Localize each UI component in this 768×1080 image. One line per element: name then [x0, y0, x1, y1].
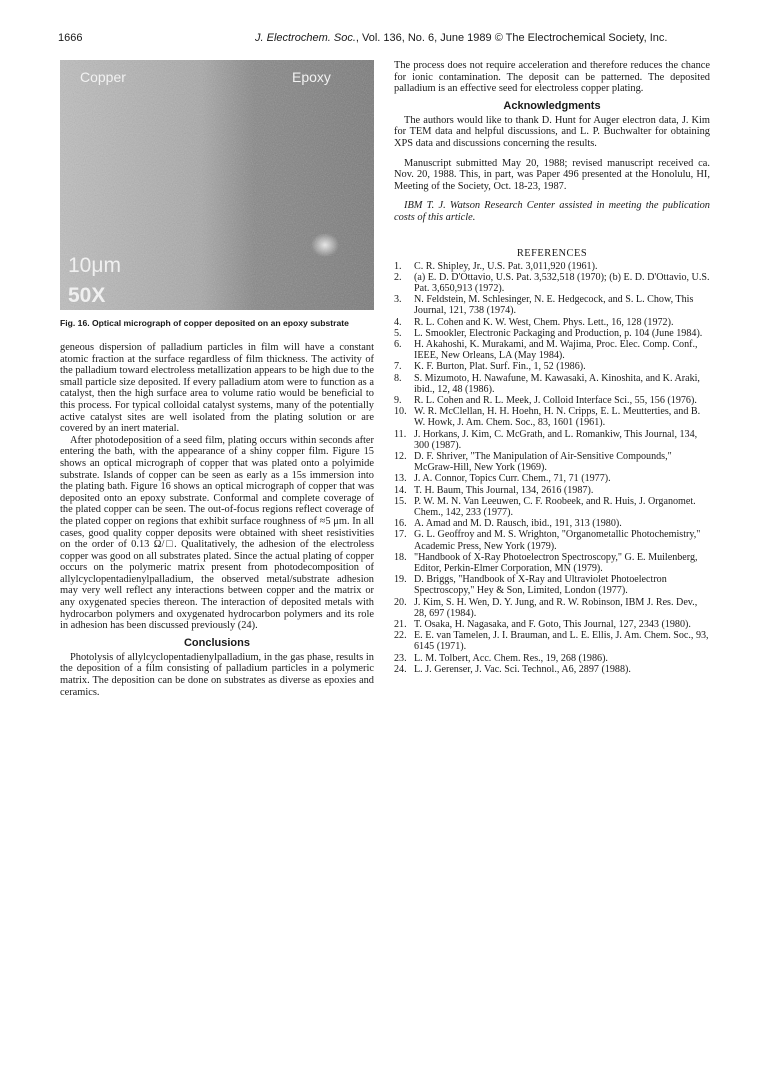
reference-item [394, 429, 710, 451]
manuscript-note: Manuscript submitted May 20, 1988; revised manuscript received ca. Nov. 20, 1988. This, in part, was Paper 496 presented at the Honolulu, HI, Meeting of the Society, Oct. 18-23, 1987. [394, 157, 710, 192]
reference-text: D. F. Shriver, "The Manipulation of Air-Sensitive Compounds," McGraw-Hill, New York (1969). [414, 450, 672, 474]
reference-text: G. L. Geoffroy and M. S. Wrighton, "Organometallic Photochemistry," Academic Press, New York (1979). [414, 529, 701, 552]
reference-number: 7. [394, 361, 402, 373]
reference-number: 14. [394, 484, 407, 496]
acknowledgments-paragraph: The authors would like to thank D. Hunt for Auger electron data, J. Kim for TEM data and helpful discussions, and L. P. Buchwalter for obtaining XPS data and discussions concerning the results. [394, 114, 710, 149]
reference-number: 16. [394, 518, 407, 530]
reference-text: P. W. M. N. Van Leeuwen, C. F. Roobeek, and R. Huis, J. Organomet. Chem., 142, 233 (1977). [414, 495, 696, 518]
reference-number: 23. [394, 652, 407, 664]
reference-item [394, 630, 710, 652]
reference-number: 5. [394, 327, 402, 339]
reference-number: 13. [394, 473, 407, 485]
publication-costs-note: IBM T. J. Watson Research Center assisted in meeting the publication costs of this article. [394, 200, 710, 223]
reference-item [394, 552, 710, 574]
reference-number: 21. [394, 619, 407, 631]
reference-item [394, 473, 710, 484]
reference-number: 10. [394, 406, 407, 418]
reference-item [394, 529, 710, 551]
acknowledgments-heading: Acknowledgments [503, 99, 601, 112]
reference-text: H. Akahoshi, K. Murakami, and M. Wajima, Proc. Elec. Comp. Conf., IEEE, New Orleans, LA (May 1984). [414, 338, 698, 362]
reference-text: N. Feldstein, M. Schlesinger, N. E. Hedgecock, and S. L. Chow, This Journal, 121, 738 (1974). [414, 294, 694, 317]
references-heading: REFERENCES [516, 247, 588, 259]
reference-number: 18. [394, 551, 407, 563]
reference-text: E. E. van Tamelen, J. I. Brauman, and L. E. Ellis, J. Am. Chem. Soc., 93, 6145 (1971). [414, 630, 709, 653]
figure-16-micrograph [60, 60, 374, 310]
reference-item [394, 317, 710, 328]
reference-item [394, 406, 710, 428]
reference-item [394, 261, 710, 272]
conclusions-paragraph: Photolysis of allylcyclopentadienylpalladium, in the gas phase, results in the deposition of a film consisting of palladium particles in a polymeric matrix. The deposition can be done on substrates as diverse as epoxies and ceramics. [60, 651, 374, 698]
reference-item [394, 664, 710, 675]
conclusions-heading: Conclusions [183, 636, 250, 649]
reference-text: T. Osaka, H. Nagasaka, and F. Goto, This Journal, 127, 2343 (1980). [414, 619, 691, 631]
reference-item [394, 328, 710, 339]
reference-text: C. R. Shipley, Jr., U.S. Pat. 3,011,920 (1961). [414, 260, 598, 272]
body-paragraph: geneous dispersion of palladium particles in film will have a constant atomic fraction at the surface regardless of film thickness. The activity of the palladium toward electroless metallization appears to be high due to the small particle size deposited. If every palladium atom were to function as a catalyst, then the high surface area to volume ratio would be beneficial to this process. For typical colloidal catalyst systems, many of the potentially active catalyst sites are well isolated from the plating solution or are covered by an inert material. [60, 342, 374, 435]
reference-number: 22. [394, 630, 407, 642]
reference-text: J. Horkans, J. Kim, C. McGrath, and L. Romankiw, This Journal, 134, 300 (1987). [414, 428, 698, 451]
copper-label: Copper [80, 69, 126, 85]
figure-caption: Fig. 16. Optical micrograph of copper deposited on an epoxy substrate [60, 318, 349, 328]
reference-text: T. H. Baum, This Journal, 134, 2616 (1987). [414, 484, 594, 496]
reference-text: L. Smookler, Electronic Packaging and Production, p. 104 (June 1984). [414, 327, 703, 339]
reference-text: R. L. Cohen and K. W. West, Chem. Phys. Lett., 16, 128 (1972). [414, 316, 674, 328]
reference-item [394, 597, 710, 619]
reference-number: 19. [394, 574, 407, 586]
reference-number: 3. [394, 294, 402, 306]
body-paragraph: The process does not require acceleration and therefore reduces the chance for ionic contamination. The deposit can be patterned. The deposited palladium is an effective seed for electroless copper plating. [394, 60, 710, 95]
body-paragraph: After photodeposition of a seed film, plating occurs within seconds after entering the bath, with the appearance of a shiny copper film. Figure 15 shows an optical micrograph of copper that was plated onto a polyimide substrate. Islands of copper can be seen as early as a 15s immersion into the plating bath. Figure 16 shows an optical micrograph of copper that was deposited onto an epoxy substrate. Conformal and complete coverage of the plated copper can be seen. The out-of-focus regions reflect coverage of the plated copper on regions that exhibit surface roughness of ≈5 μm. In all cases, good quality copper deposits were obtained with sheet resistivities on the order of 0.13 Ω/□. Qualitatively, the adhesion of the electroless copper was good on all substrates plated. Since the actual plating of copper occurs on the polymeric matrix present from photodecomposition of allylcyclopentadienylpalladium, the observed metal/substrate adhesion may very well reflect any interactions between copper and the matrix or any oxygenated species thereon. The interaction of deposited metals with hydrocarbon polymers and oxygenated hydrocarbon polymers and its role in adhesion has been discussed previously (24). [60, 434, 374, 632]
reference-text: R. L. Cohen and R. L. Meek, J. Colloid Interface Sci., 55, 156 (1976). [414, 394, 697, 406]
reference-text: D. Briggs, "Handbook of X-Ray and Ultraviolet Photoelectron Spectroscopy," Hey & Son, Limited, London (1977). [414, 574, 667, 597]
reference-text: K. F. Burton, Plat. Surf. Fin., 1, 52 (1986). [414, 361, 586, 373]
right-column [394, 60, 710, 675]
references-list [394, 261, 710, 676]
reference-number: 4. [394, 316, 402, 328]
reference-number: 8. [394, 372, 402, 384]
reference-item [394, 294, 710, 316]
left-column [60, 60, 374, 698]
page-number: 1666 [58, 32, 83, 44]
reference-number: 6. [394, 338, 402, 350]
reference-text: (a) E. D. D'Ottavio, U.S. Pat. 3,532,518 (1970); (b) E. D. D'Ottavio, U.S. Pat. 3,650,913 (1972). [414, 271, 710, 294]
reference-item [394, 619, 710, 630]
reference-item [394, 653, 710, 664]
reference-number: 9. [394, 394, 402, 406]
reference-number: 20. [394, 596, 407, 608]
reference-item [394, 485, 710, 496]
reference-item [394, 574, 710, 596]
reference-text: "Handbook of X-Ray Photoelectron Spectroscopy," G. E. Muilenberg, Editor, Perkin-Elmer Corporation, MN (1979). [414, 551, 698, 575]
reference-number: 1. [394, 260, 402, 272]
reference-number: 24. [394, 663, 407, 675]
micrograph-image [60, 60, 374, 310]
scale-label: 10μm [68, 254, 121, 277]
magnification-label: 50X [68, 284, 106, 307]
reference-text: L. J. Gerenser, J. Vac. Sci. Technol., A6, 2897 (1988). [414, 663, 631, 675]
reference-item [394, 395, 710, 406]
reference-item [394, 339, 710, 361]
reference-text: S. Mizumoto, H. Nawafune, M. Kawasaki, A. Kinoshita, and K. Araki, ibid., 12, 48 (1986). [414, 372, 700, 395]
reference-text: A. Amad and M. D. Rausch, ibid., 191, 313 (1980). [414, 518, 622, 530]
reference-number: 11. [394, 428, 407, 440]
reference-item [394, 518, 710, 529]
reference-item [394, 361, 710, 372]
reference-number: 2. [394, 271, 402, 283]
reference-number: 15. [394, 495, 407, 507]
journal-name: J. Electrochem. Soc. [255, 32, 356, 44]
reference-text: J. Kim, S. H. Wen, D. Y. Jung, and R. W. Robinson, IBM J. Res. Dev., 28, 697 (1984). [414, 596, 698, 619]
reference-item [394, 451, 710, 473]
reference-item [394, 373, 710, 395]
reference-text: J. A. Connor, Topics Curr. Chem., 71, 71 (1977). [414, 473, 611, 485]
reference-number: 12. [394, 450, 407, 462]
reference-item [394, 496, 710, 518]
reference-text: W. R. McClellan, H. H. Hoehn, H. N. Cripps, E. L. Meutterties, and B. W. Howk, J. Am. Chem. Soc., 83, 1601 (1961). [414, 406, 701, 429]
reference-text: L. M. Tolbert, Acc. Chem. Res., 19, 268 (1986). [414, 652, 608, 664]
running-header [255, 32, 667, 44]
journal-citation: , Vol. 136, No. 6, June 1989 © The Electrochemical Society, Inc. [355, 32, 668, 44]
reference-item [394, 272, 710, 294]
epoxy-label: Epoxy [292, 69, 331, 85]
reference-number: 17. [394, 529, 407, 541]
